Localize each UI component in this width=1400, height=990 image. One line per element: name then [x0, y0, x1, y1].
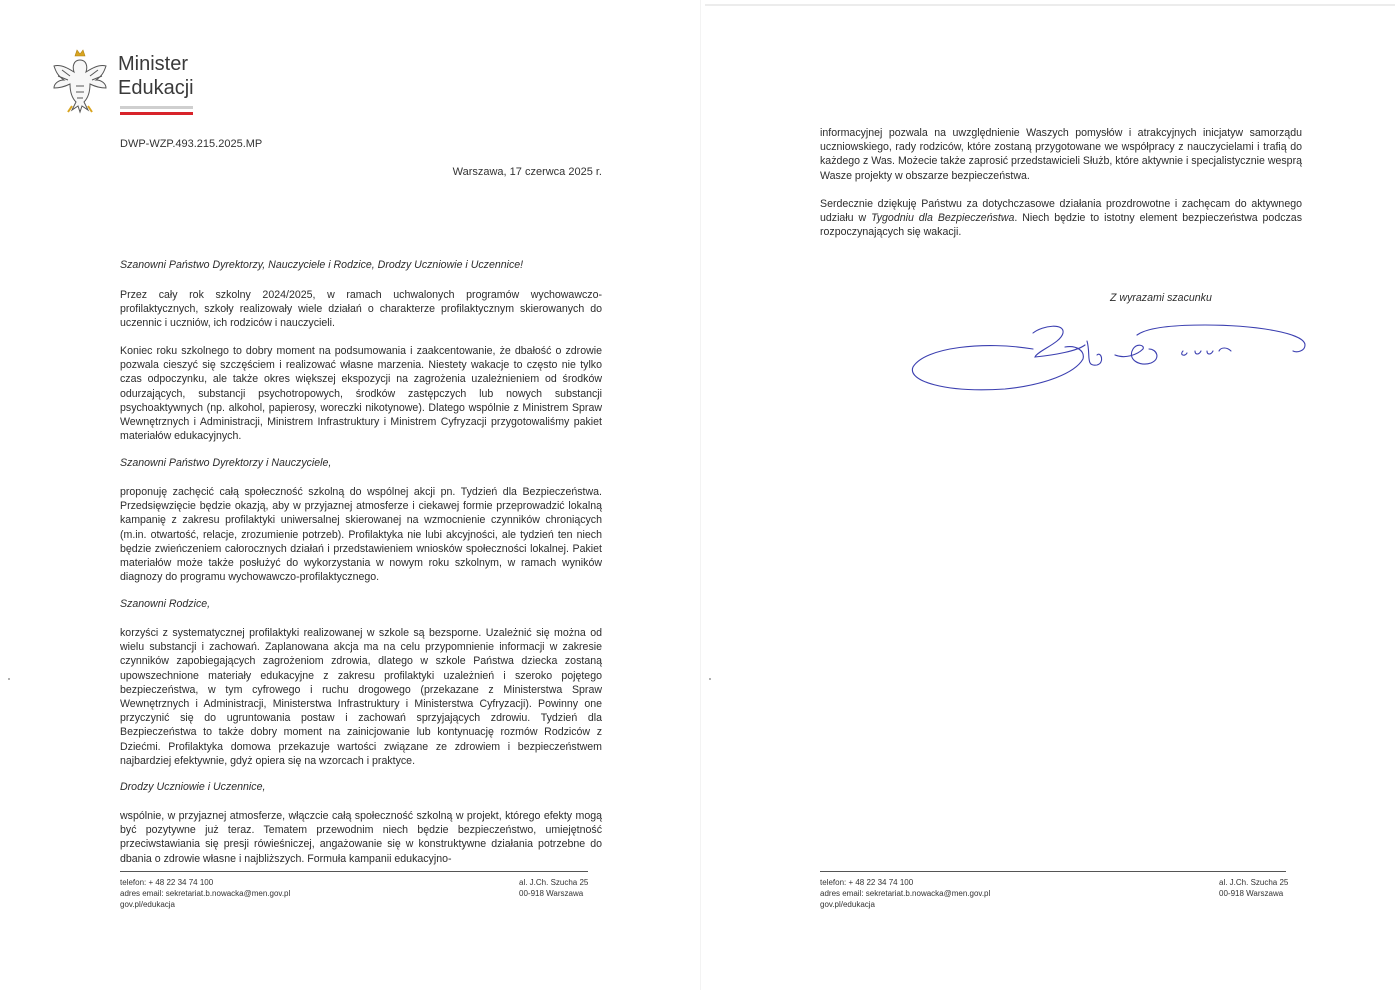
salutation-students: Drodzy Uczniowie i Uczennice, — [120, 781, 266, 793]
logo-line-2: Edukacji — [118, 77, 194, 99]
scan-speck — [8, 678, 10, 680]
polish-eagle-icon — [48, 46, 112, 116]
footer-street-2: al. J.Ch. Szucha 25 — [1219, 878, 1289, 887]
footer-phone: telefon: + 48 22 34 74 100 — [120, 878, 214, 887]
footer-address — [519, 877, 588, 899]
footer-contact-2 — [820, 877, 990, 910]
footer-city: 00-918 Warszawa — [519, 889, 584, 898]
ministry-logo — [48, 46, 208, 126]
paragraph-1: Przez cały rok szkolny 2024/2025, w ramach uchwalonych programów wychowawczo-profilaktycznych, szkoły realizowały wiele działań o charakterze profilaktycznym skierowanych do uczennic i uczniów, ich rodziców i nauczycieli. — [120, 289, 602, 330]
footer-divider — [120, 871, 588, 872]
footer-phone-2: telefon: + 48 22 34 74 100 — [820, 878, 914, 887]
paragraph-7-start: Serdecznie dziękuję Państwu za dotychczasowe działania prozdrowotne i zachęcam do aktywnego udziału w — [820, 198, 1302, 225]
footer-web-2: gov.pl/edukacja — [820, 900, 875, 909]
paragraph-5: wspólnie, w przyjaznej atmosferze, włączcie całą społeczność szkolną w projekt, którego efekty mogą być pozytywne już teraz. Tematem przewodnim niech będzie bezpieczeństwo, umiejętność przeciwstawiania się presji rówieśniczej, angażowanie się w konstruktywne działania potrzebne do dbania o zdrowie własne i najbliższych. Formuła kampanii edukacyjno- — [120, 810, 602, 865]
campaign-name: Tygodniu dla Bezpieczeństwa — [871, 212, 1015, 225]
letter-date: Warszawa, 17 czerwca 2025 r. — [452, 166, 602, 178]
footer-address-2 — [1219, 877, 1288, 899]
paragraph-6: informacyjnej pozwala na uwzględnienie Waszych pomysłów i atrakcyjnych inicjatyw samorządu uczniowskiego, rady rodziców, które zostaną przygotowane we współpracy z nauczycielami i trafią do każdego z Was. Możecie także zaprosić przedstawicieli Służb, które aktywnie i specjalistycznie wesprą Wasze projekty w obszarze bezpieczeństwa. — [820, 127, 1302, 182]
scan-speck-2 — [709, 678, 711, 680]
paragraph-2: Koniec roku szkolnego to dobry moment na podsumowania i zaakcentowanie, że dbałość o zdrowie pozwala cieszyć się szczęściem i realizować własne marzenia. Niestety wakacje to często nie tylko czas odpoczynku, ale także okres większej ekspozycji na zagrożenia uzależnieniem od środków odurzających, substancji psychotropowych, środków zastępczych lub nowych substancji psychoaktywnych (np. alkohol, papierosy, woreczki nikotynowe). Dlatego wspólnie z Ministrem Spraw Wewnętrznych i Administracji, Ministrem Infrastruktury i Ministrem Cyfryzacji przygotowaliśmy pakiet materiałów edukacyjnych. — [120, 345, 602, 443]
paragraph-3: proponuję zachęcić całą społeczność szkolną do wspólnej akcji pn. Tydzień dla Bezpieczeństwa. Przedsięwzięcie będzie okazją, aby w przyjaznej atmosferze i ciekawej formie przeprowadzić lokalną kampanię z zakresu profilaktyki uniwersalnej skierowanej na wzmocnienie czynników chroniących (m.in. otwartość, relacje, zrozumienie potrzeb). Profilaktyka nie lubi akcyjności, ale tydzień ten niech będzie zwieńczeniem całorocznych działań i przedstawieniem wniosków społeczności lokalnej. Pakiet materiałów może także posłużyć do wykorzystania w nowym roku szkolnym, w ramach wyników diagnozy do programu wychowawczo-profilaktycznego. — [120, 486, 602, 584]
paragraph-7-end: . Niech będzie to istotny element bezpieczeństwa podczas rozpoczynających się wakacji. — [820, 212, 1302, 239]
paragraph-7 — [820, 197, 1302, 240]
reference-number: DWP-WZP.493.215.2025.MP — [120, 138, 263, 150]
handwritten-signature — [905, 315, 1315, 400]
salutation-parents: Szanowni Rodzice, — [120, 598, 211, 610]
flag-red-bar — [120, 112, 193, 115]
footer-contact — [120, 877, 290, 910]
footer-email-2: adres email: sekretariat.b.nowacka@men.gov.pl — [820, 889, 991, 898]
footer-street: al. J.Ch. Szucha 25 — [519, 878, 589, 887]
logo-line-1: Minister — [118, 53, 189, 75]
footer-city-2: 00-918 Warszawa — [1219, 889, 1284, 898]
logo-wordmark — [118, 52, 194, 100]
scan-shadow — [705, 4, 1395, 6]
footer-email: adres email: sekretariat.b.nowacka@men.gov.pl — [120, 889, 291, 898]
flag-white-bar — [120, 106, 193, 109]
paragraph-4: korzyści z systematycznej profilaktyki realizowanej w szkole są bezsporne. Uzależnić się można od wielu substancji i zachowań. Zaplanowana akcja ma na celu przypomnienie informacji w zakresie czynników zapobiegających zagrożeniom zdrowia, dlatego w szkole Państwa dziecka zostaną upowszechnione materiały edukacyjne z zakresu profilaktyki uzależnień i szeroko pojętego bezpieczeństwa, w tym cyfrowego i ruchu drogowego (przekazane z Ministerstwa Spraw Wewnętrznych i Administracji, Ministerstwa Infrastruktury i Ministerstwa Cyfryzacji). Powinny one przyczynić się do ugruntowania postaw i zachowań sprzyjających zdrowiu. Tydzień dla Bezpieczeństwa to także dobry moment na zainicjowanie lub kontynuację rozmów Rodziców z Dziećmi. Profilaktyka domowa przekazuje wartości związane ze zdrowiem i bezpieczeństwem najbardziej efektywnie, gdyż opiera się na wzorcach i praktyce. — [120, 627, 602, 767]
footer-web: gov.pl/edukacja — [120, 900, 175, 909]
closing-phrase: Z wyrazami szacunku — [1110, 292, 1212, 304]
salutation-all: Szanowni Państwo Dyrektorzy, Nauczyciele i Rodzice, Drodzy Uczniowie i Uczennice! — [120, 259, 524, 271]
salutation-teachers: Szanowni Państwo Dyrektorzy i Nauczyciele, — [120, 457, 332, 469]
footer-divider-2 — [820, 871, 1286, 872]
